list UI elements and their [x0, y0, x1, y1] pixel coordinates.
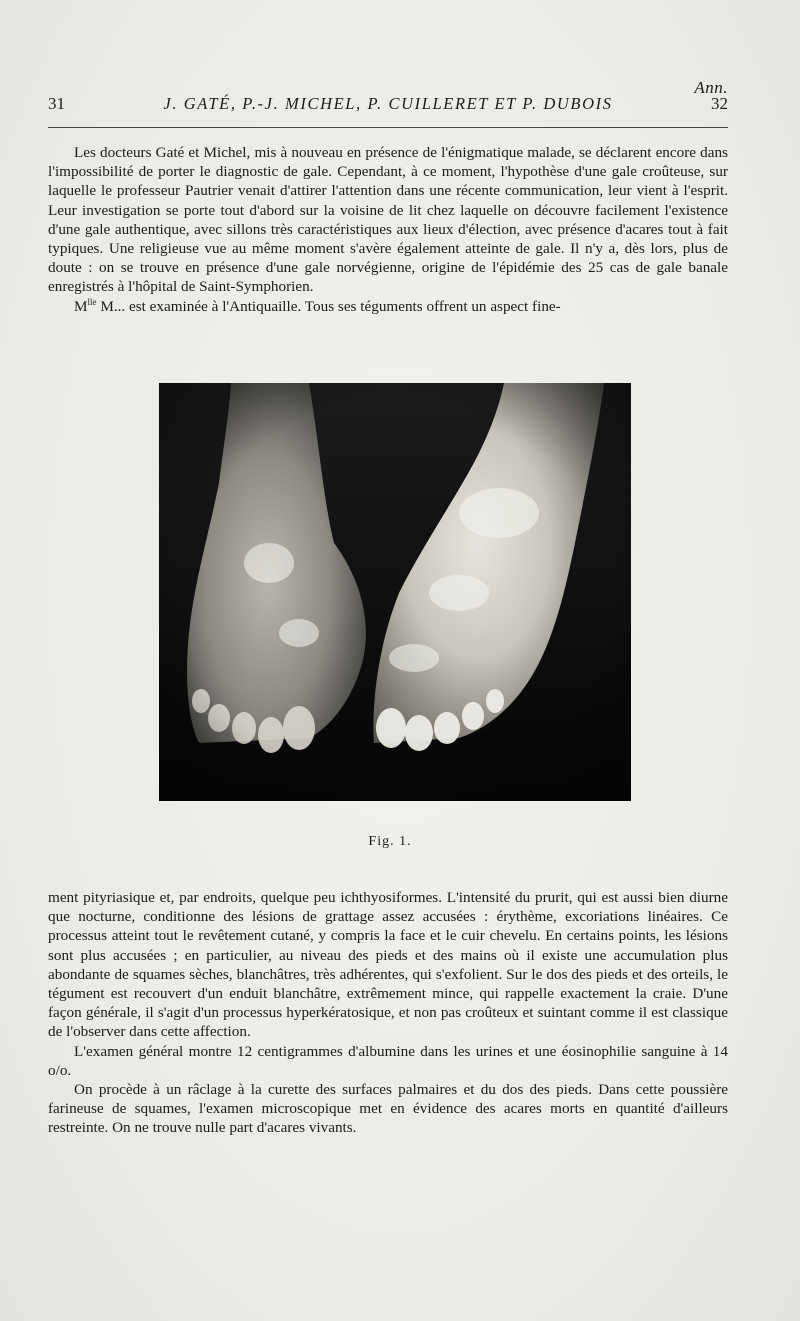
- running-header-authors: J. GATÉ, P.-J. MICHEL, P. CUILLERET ET P. DUBOIS: [163, 94, 613, 113]
- running-header-annotation: Ann.: [694, 78, 728, 97]
- figure-photograph: [159, 383, 631, 801]
- honorific-superscript: lle: [87, 296, 97, 307]
- body-text-bottom: [48, 888, 728, 1138]
- left-page-number: 31: [48, 94, 65, 113]
- paragraph: On procède à un râclage à la curette des surfaces palmaires et du dos des pieds. Dans cette poussière farineuse de squames, l'examen microscopique met en évidence des acares morts en quantité d'ailleurs restreinte. On ne trouve nulle part d'acares vivants.: [48, 1081, 728, 1137]
- paragraph: Les docteurs Gaté et Michel, mis à nouveau en présence de l'énigmatique malade, se déclarent encore dans l'impossibilité de porter le diagnostic de gale. Cependant, à ce moment, l'hypothèse d'une gale croûteuse, sur laquelle le professeur Pautrier venait d'attirer l'attention dans une récente communication, leur vient à l'esprit. Leur investigation se porte tout d'abord sur la voisine de lit chez laquelle on découvre facilement l'existence d'une gale authentique, avec sillons très caractéristiques aux lieux d'élection, avec présence d'acares tout à fait typiques. Une religieuse vue au même moment s'avère également atteinte de gale. Il n'y a, dès lors, plus de doute : on se trouve en présence d'une gale norvégienne, origine de l'épidémie des 25 cas de gale banale enregistrés à l'hôpital de Saint-Symphorien.: [48, 144, 728, 296]
- body-text-top: [48, 143, 728, 316]
- paragraph-text: M... est examinée à l'Antiquaille. Tous ses téguments offrent un aspect fine-: [96, 297, 561, 315]
- feet-photograph: [159, 383, 631, 801]
- paragraph: ment pityriasique et, par endroits, quelque peu ichthyosiformes. L'intensité du prurit, qui est aussi bien diurne que nocturne, conditionne des lésions de grattage assez accusées : érythème, excoriations linéaires. Ce processus atteint tout le revêtement cutané, y compris la face et le cuir chevelu. En certains points, les lésions sont plus accusées ; en particulier, au niveau des pieds et des mains où il existe une accumulation plus abondante de squames sèches, blanchâtres, très adhérentes, qui s'exfolient. Sur le dos des pieds et des orteils, le tégument est recouvert d'un enduit blanchâtre, extrêmement mince, qui rappelle exactement la craie. D'une façon générale, il s'agit d'un processus hyperkératosique, et non pas croûteux et suintant comme il est classique de l'observer dans cette affection.: [48, 889, 728, 1041]
- running-header: [48, 94, 728, 118]
- right-page-number: 32: [710, 94, 728, 113]
- figure-caption: Fig. 1.: [368, 834, 412, 849]
- header-rule: [48, 127, 728, 128]
- paragraph: [48, 297, 728, 316]
- paragraph: L'examen général montre 12 centigrammes d'albumine dans les urines et une éosinophilie sanguine à 14 o/o.: [48, 1042, 728, 1079]
- honorific: M: [74, 297, 88, 315]
